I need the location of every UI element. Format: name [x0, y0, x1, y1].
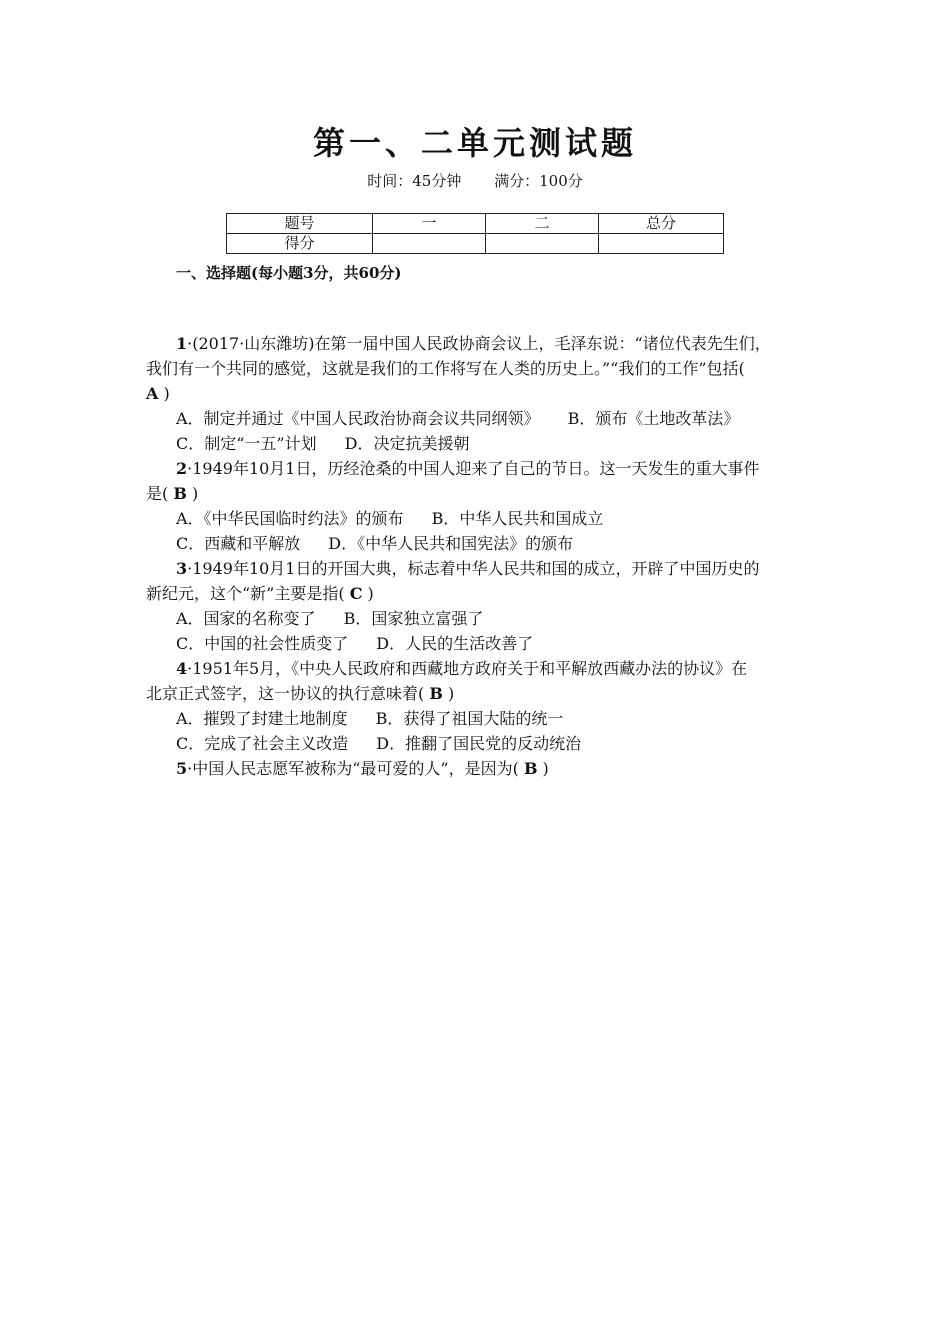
page-title: 第一、二单元测试题 [312, 124, 637, 162]
option-c: C．完成了社会主义改造 [176, 734, 349, 753]
question-stem: 5·中国人民志愿军被称为“最可爱的人”，是因为( B ) [176, 759, 549, 778]
answer: B [523, 759, 538, 778]
options-row [176, 606, 483, 631]
options-row [176, 531, 573, 556]
option-d: D．推翻了国民党的反动统治 [376, 734, 582, 753]
score-row-label: 得分 [227, 234, 373, 254]
question-3 [146, 556, 836, 606]
option-a: A．《中华民国临时约法》的颁布 [176, 509, 404, 528]
question-4 [146, 656, 836, 706]
option-c: C．中国的社会性质变了 [176, 634, 349, 653]
question-number: 5 [176, 759, 188, 778]
question-2 [146, 456, 836, 506]
question-number: 1 [176, 334, 188, 353]
options-row [176, 731, 581, 756]
score-header-cell: 一 [373, 214, 486, 234]
answer: B [173, 484, 187, 503]
option-b: B．获得了祖国大陆的统一 [375, 709, 564, 728]
question-stem: 4·1951年5月，《中央人民政府和西藏地方政府关于和平解放西藏办法的协议》在 [176, 659, 748, 678]
question-5 [146, 756, 836, 781]
option-d: D．决定抗美援朝 [344, 434, 470, 453]
option-d: D．人民的生活改善了 [376, 634, 534, 653]
question-number: 2 [176, 459, 188, 478]
options-row [176, 431, 469, 456]
option-b: B．颁布《土地改革法》 [567, 409, 740, 428]
question-stem-continued: 北京正式签字，这一协议的执行意味着( B ) [146, 684, 455, 703]
question-stem: 3·1949年10月1日的开国大典，标志着中华人民共和国的成立，开辟了中国历史的 [176, 559, 760, 578]
score-table-score-row [227, 234, 724, 254]
score-header-cell: 二 [486, 214, 599, 234]
question-number: 4 [176, 659, 188, 678]
options-row [176, 706, 563, 731]
exam-info [0, 170, 950, 191]
score-header-cell: 题号 [227, 214, 373, 234]
answer: B [429, 684, 443, 703]
question-number: 3 [176, 559, 188, 578]
options-row [176, 406, 739, 431]
options-row [176, 631, 533, 656]
option-d: D．《中华人民共和国宪法》的颁布 [328, 534, 574, 553]
question-answer-line: A ) [146, 384, 170, 403]
score-cell[interactable] [599, 234, 724, 254]
option-b: B．中华人民共和国成立 [431, 509, 604, 528]
answer: A [146, 384, 159, 403]
answer: C [349, 584, 363, 603]
option-a: A．摧毁了封建土地制度 [176, 709, 348, 728]
exam-time: 时间：45分钟 [367, 172, 462, 190]
option-a: A．国家的名称变了 [176, 609, 316, 628]
question-stem-continued: 我们有一个共同的感觉，这就是我们的工作将写在人类的历史上。”“我们的工作”包括( [146, 359, 745, 378]
option-b: B．国家独立富强了 [343, 609, 484, 628]
score-table-header-row [227, 214, 724, 234]
section-heading: 一、选择题(每小题3分，共60分) [176, 264, 402, 282]
score-cell[interactable] [373, 234, 486, 254]
question-stem-continued: 新纪元，这个“新”主要是指( C ) [146, 584, 374, 603]
question-stem: 1·(2017·山东潍坊)在第一届中国人民政协商会议上，毛泽东说：“诸位代表先生们， [176, 334, 771, 353]
score-header-cell: 总分 [599, 214, 724, 234]
score-table [226, 213, 724, 254]
question-1 [146, 331, 836, 406]
question-stem-continued: 是( B ) [146, 484, 199, 503]
score-cell[interactable] [486, 234, 599, 254]
options-row [176, 506, 603, 531]
question-stem: 2·1949年10月1日，历经沧桑的中国人迎来了自己的节日。这一天发生的重大事件 [176, 459, 760, 478]
option-c: C．西藏和平解放 [176, 534, 301, 553]
option-c: C．制定“一五”计划 [176, 434, 317, 453]
option-a: A．制定并通过《中国人民政治协商会议共同纲领》 [176, 409, 540, 428]
exam-full-score: 满分：100分 [494, 172, 583, 190]
